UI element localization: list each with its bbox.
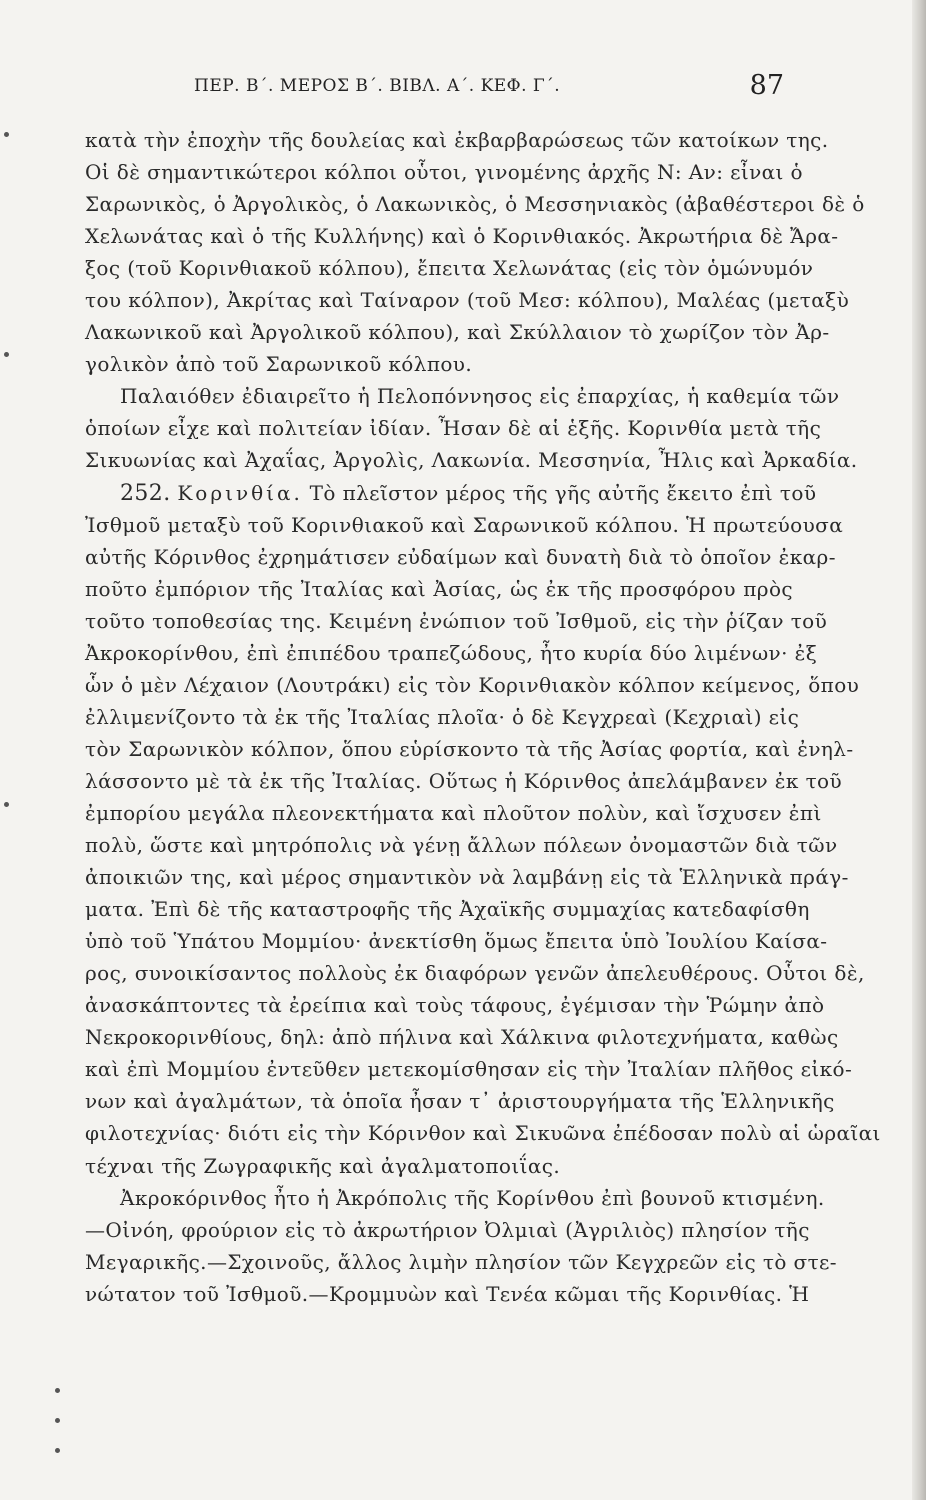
text-line: ὁποίων εἶχε καὶ πολιτείαν ἰδίαν. Ἦσαν δὲ αἱ ἑξῆς. Κορινθία μετὰ τῆς	[85, 416, 822, 441]
margin-mark	[4, 352, 9, 357]
text-line: ἀποικιῶν της, καὶ μέρος σημαντικὸν νὰ λαμβάνῃ εἰς τὰ Ἑλληνικὰ πράγ-	[85, 865, 849, 890]
text-line: Χελωνάτας καὶ ὁ τῆς Κυλλήνης) καὶ ὁ Κορινθιακός. Ἀκρωτήρια δὲ Ἄρα-	[85, 224, 839, 249]
text-line: λάσσοντο μὲ τὰ ἐκ τῆς Ἰταλίας. Οὕτως ἡ Κόρινθος ἀπελάμβανεν ἐκ τοῦ	[85, 768, 843, 793]
running-head: ΠΕΡ. Β΄. ΜΕΡΟΣ Β΄. ΒΙΒΛ. Α΄. ΚΕΦ. Γ΄.	[194, 76, 561, 96]
margin-mark	[4, 802, 9, 807]
text-line: Ἰσθμοῦ μεταξὺ τοῦ Κορινθιακοῦ καὶ Σαρωνικοῦ κόλπου. Ἡ πρωτεύουσα	[85, 512, 844, 537]
text-line: κατὰ τὴν ἐποχὴν τῆς δουλείας καὶ ἐκβαρβαρώσεως τῶν κατοίκων της.	[85, 128, 829, 152]
text-line: Παλαιόθεν ἐδιαιρεῖτο ἡ Πελοπόννησος εἰς ἐπαρχίας, ἡ καθεμία τῶν	[120, 384, 840, 409]
text-line: νώτατον τοῦ Ἰσθμοῦ.—Κρομμυὼν καὶ Τενέα κῶμαι τῆς Κορινθίας. Ἡ	[85, 1281, 810, 1306]
text-line: ἐμπορίου μεγάλα πλεονεκτήματα καὶ πλοῦτον πολὺν, καὶ ἴσχυσεν ἐπὶ	[85, 800, 822, 825]
margin-mark	[4, 132, 9, 137]
text-line: Νεκροκορινθίους, δηλ: ἀπὸ πήλινα καὶ Χάλκινα φιλοτεχνήματα, καθὼς	[85, 1025, 839, 1050]
section-heading-line	[85, 477, 817, 509]
text-line: Ἀκροκόρινθος ἦτο ἡ Ἀκρόπολις τῆς Κορίνθου ἐπὶ βουνοῦ κτισμένη.	[120, 1185, 825, 1210]
text-line: ἐλλιμενίζοντο τὰ ἐκ τῆς Ἰταλίας πλοῖα· ὁ δὲ Κεγχρεαὶ (Κεχριαὶ) εἰς	[85, 704, 800, 729]
text-line: τοῦτο τοποθεσίας της. Κειμένη ἐνώπιον τοῦ Ἰσθμοῦ, εἰς τὴν ῥίζαν τοῦ	[85, 608, 828, 633]
text-line: —Οἰνόη, φρούριον εἰς τὸ ἀκρωτήριον Ὀλμιαὶ (Ἀγριλιὸς) πλησίον τῆς	[85, 1217, 810, 1242]
text-line: Λακωνικοῦ καὶ Ἀργολικοῦ κόλπου), καὶ Σκύλλαιον τὸ χωρίζον τὸν Ἀρ-	[85, 320, 830, 345]
text-line: του κόλπον), Ἀκρίτας καὶ Ταίναρον (τοῦ Μεσ: κόλπου), Μαλέας (μεταξὺ	[85, 288, 850, 313]
text-line: αὐτῆς Κόρινθος ἐχρημάτισεν εὐδαίμων καὶ δυνατὴ διὰ τὸ ὁποῖον ἐκαρ-	[85, 544, 836, 569]
text-line: Σαρωνικὸς, ὁ Ἀργολικὸς, ὁ Λακωνικὸς, ὁ Μεσσηνιακὸς (ἀβαθέστεροι δὲ ὁ	[85, 192, 865, 217]
text-line: Οἱ δὲ σημαντικώτεροι κόλποι οὗτοι, γινομένης ἀρχῆς Ν: Αν: εἶναι ὁ	[85, 160, 804, 185]
text-line: Ἀκροκορίνθου, ἐπὶ ἐπιπέδου τραπεζώδους, ἦτο κυρία δύο λιμένων· ἐξ	[85, 640, 818, 665]
text-line: ματα. Ἐπὶ δὲ τῆς καταστροφῆς τῆς Ἀχαϊκῆς συμμαχίας κατεδαφίσθη	[85, 897, 810, 922]
section-number: 252.	[120, 480, 171, 506]
margin-mark	[55, 1388, 60, 1393]
text-line: νων καὶ ἀγαλμάτων, τὰ ὁποῖα ἦσαν τ᾽ ἀριστουργήματα τῆς Ἑλληνικῆς	[85, 1089, 835, 1114]
text-line: γολικὸν ἀπὸ τοῦ Σαρωνικοῦ κόλπου.	[85, 352, 473, 377]
text-line: ἀνασκάπτοντες τὰ ἐρείπια καὶ τοὺς τάφους, ἐγέμισαν τὴν Ῥώμην ἀπὸ	[85, 993, 825, 1018]
page-header	[194, 70, 784, 110]
page-number: 87	[749, 70, 784, 101]
body-text	[85, 124, 881, 1310]
text-line: τὸν Σαρωνικὸν κόλπον, ὅπου εὑρίσκοντο τὰ τῆς Ἀσίας φορτία, καὶ ἐνηλ-	[85, 736, 854, 761]
section-text: Τὸ πλεῖστον μέρος τῆς γῆς αὐτῆς ἔκειτο ἐπὶ τοῦ	[309, 480, 817, 505]
text-line: Σικυωνίας καὶ Ἀχαΐας, Ἀργολὶς, Λακωνία. Μεσσηνία, Ἦλις καὶ Ἀρκαδία.	[85, 448, 858, 473]
page-edge-shadow	[912, 0, 926, 1500]
text-line: ρος, συνοικίσαντος πολλοὺς ἐκ διαφόρων γενῶν ἀπελευθέρους. Οὗτοι δὲ,	[85, 961, 865, 986]
text-line: Μεγαρικῆς.—Σχοινοῦς, ἄλλος λιμὴν πλησίον τῶν Κεγχρεῶν εἰς τὸ στε-	[85, 1249, 837, 1274]
margin-mark	[55, 1418, 60, 1423]
text-line: ὑπὸ τοῦ Ὑπάτου Μομμίου· ἀνεκτίσθη ὅμως ἔπειτα ὑπὸ Ἰουλίου Καίσα-	[85, 929, 828, 954]
text-line: ὧν ὁ μὲν Λέχαιον (Λουτράκι) εἰς τὸν Κορινθιακὸν κόλπον κείμενος, ὅπου	[85, 672, 860, 697]
text-line: τέχναι τῆς Ζωγραφικῆς καὶ ἀγαλματοποιΐας.	[85, 1153, 561, 1178]
text-line: φιλοτεχνίας· διότι εἰς τὴν Κόρινθον καὶ Σικυῶνα ἐπέδοσαν πολὺ αἱ ὡραῖαι	[85, 1121, 881, 1146]
text-line: πολὺ, ὥστε καὶ μητρόπολις νὰ γένῃ ἄλλων πόλεων ὀνομαστῶν διὰ τῶν	[85, 833, 838, 858]
text-line: καὶ ἐπὶ Μομμίου ἐντεῦθεν μετεκομίσθησαν εἰς τὴν Ἰταλίαν πλῆθος εἰκό-	[85, 1057, 853, 1082]
text-line: ποῦτο ἐμπόριον τῆς Ἰταλίας καὶ Ἀσίας, ὡς ἐκ τῆς προσφόρου πρὸς	[85, 576, 793, 601]
section-title: Κορινθία.	[177, 480, 303, 505]
text-line: ξος (τοῦ Κορινθιακοῦ κόλπου), ἔπειτα Χελωνάτας (εἰς τὸν ὁμώνυμόν	[85, 256, 814, 281]
margin-mark	[55, 1448, 60, 1453]
